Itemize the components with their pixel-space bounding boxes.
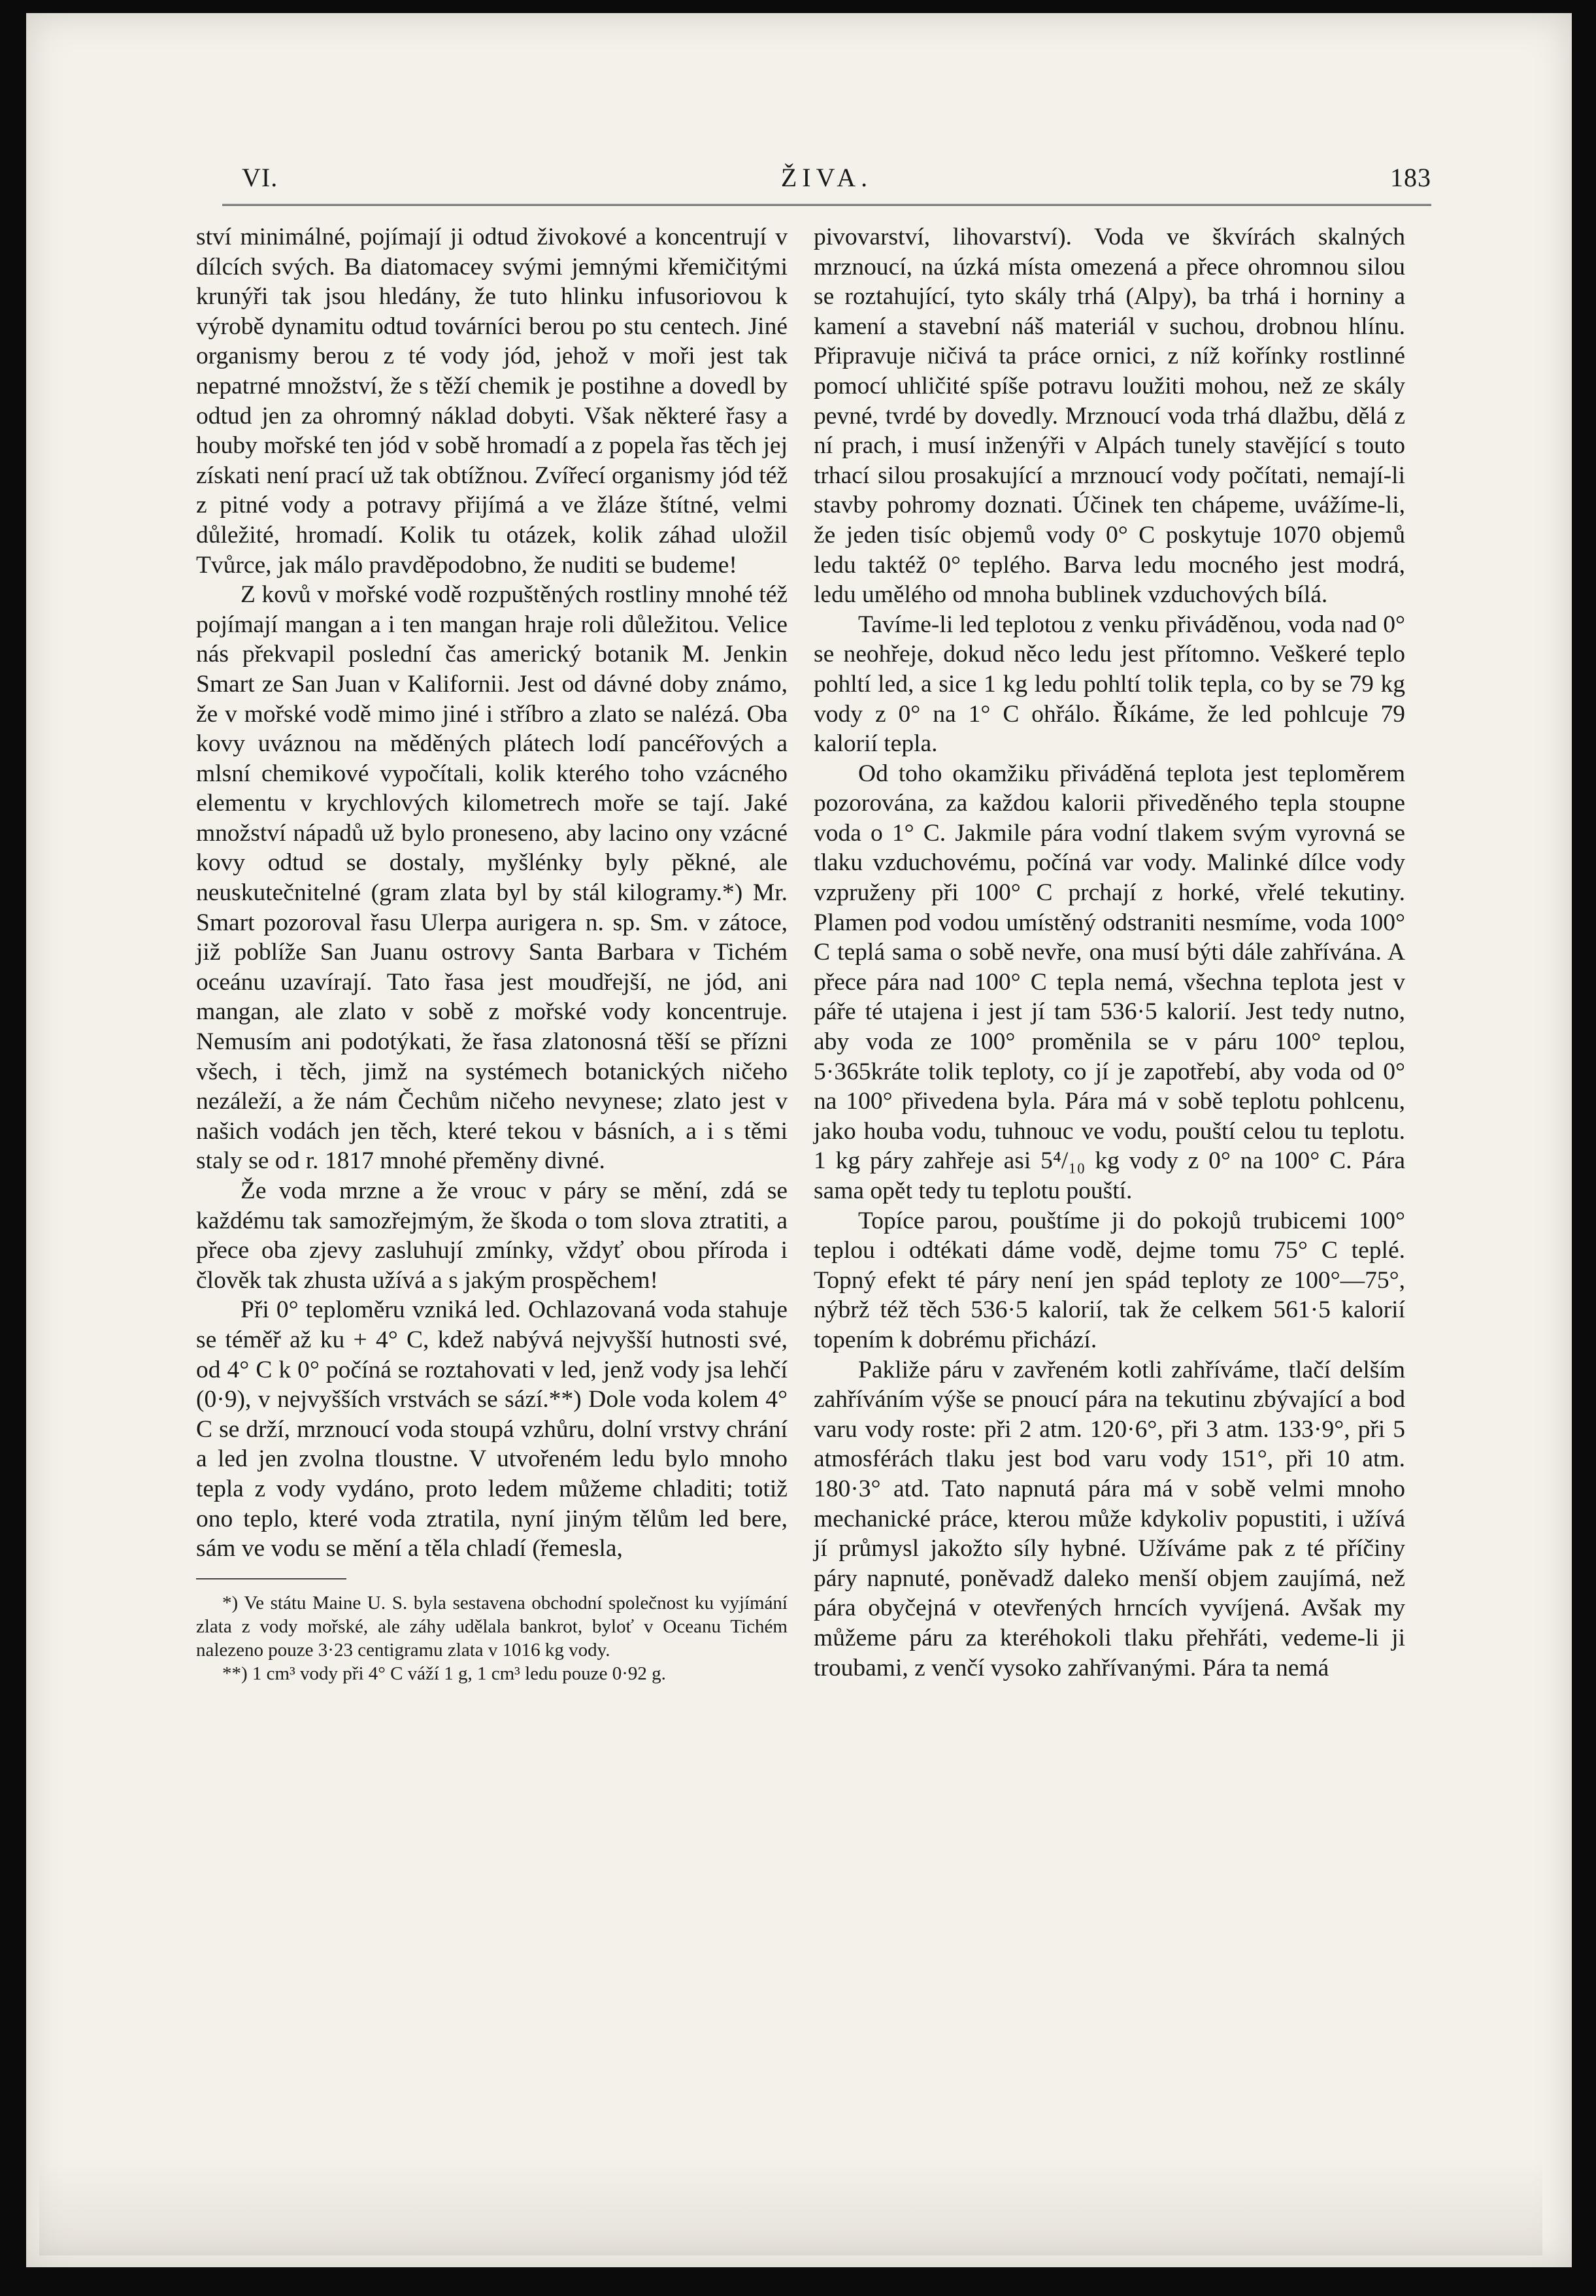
footnote: **) 1 cm³ vody při 4° C váží 1 g, 1 cm³ ledu pouze 0·92 g. (222, 1663, 666, 1684)
footnote-rule (196, 1578, 346, 1591)
paragraph: Topíce parou, pouštíme ji do pokojů trubicemi 100° teplou i odtékati dáme vodě, dejme tomu 75° C teplé. Topný efekt té páry není jen spád teploty ze 100°—75°, nýbrž též těch 536·5 kalorií, tak že celkem 561·5 kalorií topením k dobrému přichází. (814, 1207, 1405, 1353)
paragraph: Z kovů v mořské vodě rozpuštěných rostliny mnohé též pojímají mangan a i ten mangan hraje roli důležitou. Velice nás překvapil poslední čas americký botanik M. Jenkin Smart ze San Juan v Kalifornii. Jest od dávné doby známo, že v mořské vodě mimo jiné i stříbro a zlato se nalézá. Oba kovy uváznou na měděných plátech lodí pancéřových a mlsní chemikové vypočítali, kolik kterého toho vzácného elementu v krychlových kilometrech moře se tají. Jaké množství nápadů už bylo proneseno, aby lacino ony vzácné kovy odtud se dostaly, myšlénky byly pěkné, ale neuskutečnitelné (gram zlata byl by stál kilogramy.*) Mr. Smart pozoroval řasu Ulerpa aurigera n. sp. Sm. v zátoce, již poblíže San Juanu ostrovy Santa Barbara v Tichém oceánu uzavírají. Tato řasa jest moudřejší, ne jód, ani mangan, ale zlato v sobě z mořské vody koncentruje. Nemusím ani podotýkati, že řasa zlatonosná těší se přízni všech, i těch, jimž na systémech botanických ničeho nezáleží, a že nám Čechům ničeho nevynese; zlato jest v našich vodách jen těch, které tekou v básních, a i s těmi staly se od r. 1817 mnohé přeměny divné. (196, 581, 788, 1175)
journal-title: ŽIVA. (780, 163, 873, 192)
page-stain (39, 2157, 1542, 2255)
paragraph: ství minimálné, pojímají ji odtud živokové a koncentrují v dílcích svých. Ba diatomacey svými jemnými křemičitými krunýři tak jsou hledány, že tuto hlinku infusoriovou k výrobě dynamitu odtud továrníci berou po stu centech. Jiné organismy berou z té vody jód, jehož v moři jest tak nepatrné množství, že s těží chemik je postihne a dovedl by odtud jen za ohromný náklad dobyti. Však některé řasy a houby mořské ten jód v sobě hromadí a z popela řas těch jej získati není prací už tak obtížnou. Zvířecí organismy jód též z pitné vody a potravy přijímá a ve žláze štítné, velmi důležité, hromadí. Kolik tu otázek, kolik záhad uložil Tvůrce, jak málo pravděpodobno, že nuditi se budeme! (196, 224, 788, 579)
paragraph: Pakliže páru v zavřeném kotli zahříváme, tlačí delším zahříváním výše se pnoucí pára na tekutinu zbývající a bod varu vody roste: při 2 atm. 120·6°, při 3 atm. 133·9°, při 5 atmosférách tlaku jest bod varu vody 151°, při 10 atm. 180·3° atd. Tato napnutá pára má v sobě velmi mnoho mechanické práce, kterou může kdykoliv popustiti, i užívá jí průmysl jakožto síly hybné. Užíváme pak z té příčiny páry napnuté, poněvadž daleko menší objem zaujímá, než pára obyčejná v otevřených hrncích vyvíjená. Avšak my můžeme páru za kteréhokoli tlaku přehřáti, vedeme-li ji troubami, z venčí vysoko zahřívanými. Pára ta nemá (814, 1356, 1405, 1681)
paragraph: Že voda mrzne a že vrouc v páry se mění, zdá se každému tak samozřejmým, že škoda o tom slova ztratiti, a přece oba zjevy zasluhují zmínky, vždyť obou příroda i člověk tak zhusta užívá a s jakým prospěchem! (196, 1177, 788, 1294)
left-column (196, 222, 788, 1685)
volume-number: VI. (242, 163, 278, 192)
paragraph: Od toho okamžiku přiváděná teplota jest teploměrem pozorována, za každou kalorii přiveděného tepla stoupne voda o 1° C. Jakmile pára vodní tlakem svým vyrovná se tlaku vzduchovému, počíná var vody. Malinké dílce vody vzpruženy při 100° C prchají z horké, vřelé tekutiny. Plamen pod vodou umístěný odstraniti nesmíme, voda 100° C teplá sama o sobě nevře, ona musí býti dále zahřívána. A přece pára nad 100° C tepla nemá, všechna teplota jest v páře té utajena i jest jí tam 536·5 kalorií. Jest tedy nutno, aby voda ze 100° proměnila se v páru 100° teplou, 5·365kráte tolik teploty, co jí je zapotřebí, aby voda od 0° na 100° přivedena byla. Pára má v sobě teplotu pohlcenu, jako houba vodu, tuhnouc ve vodu, pouští celou tu teplotu. 1 kg páry zahřeje asi 5⁴/₁₀ kg vody z 0° na 100° C. Pára sama opět tedy tu teplotu pouští. (814, 760, 1405, 1204)
right-column (814, 222, 1405, 1683)
footnote: *) Ve státu Maine U. S. byla sestavena obchodní společnost ku vyjímání zlata z vody mořské, ale záhy udělala bankrot, byloť v Oceanu Tichém nalezeno pouze 3·23 centigramu zlata v 1016 kg vody. (196, 1592, 788, 1661)
header-rule (222, 204, 1431, 208)
paragraph: Při 0° teploměru vzniká led. Ochlazovaná voda stahuje se téměř až ku + 4° C, kdež nabývá nejvyšší hutnosti své, od 4° C k 0° počíná se roztahovati v led, jenž vody jsa lehčí (0·9), v nejvyšších vrstvách se sází.**) Dole voda kolem 4° C se drží, mrznoucí voda stoupá vzhůru, dolní vrstvy chrání a led jen zvolna tloustne. V utvořeném ledu bylo mnoho tepla z vody vydáno, proto ledem můžeme chladiti; totiž ono teplo, které voda ztratila, nyní jiným tělům led bere, sám ve vodu se mění a těla chladí (řemesla, (196, 1296, 788, 1562)
running-header (222, 162, 1431, 201)
paragraph: pivovarství, lihovarství). Voda ve škvírách skalných mrznoucí, na úzká místa omezená a přece ohromnou silou se roztahující, tyto skály trhá (Alpy), ba trhá i horniny a kamení a stavební náš materiál v suchou, drobnou hlínu. Připravuje ničivá ta práce ornici, z níž kořínky rostlinné pomocí uhličité spíše potravu loužiti mohou, než ze skály pevné, tvrdé by dovedly. Mrznoucí voda trhá dlažbu, dělá z ní prach, i musí inženýři v Alpách tunely stavějící s touto trhací silou prosakující a mrznoucí vody počítati, nemají-li stavby pohromy doznati. Účinek ten chápeme, uvážíme-li, že jeden tisíc objemů vody 0° C poskytuje 1070 objemů ledu taktéž 0° teplého. Barva ledu mocného jest modrá, ledu umělého od mnoha bublinek vzduchových bílá. (814, 224, 1405, 609)
page-number: 183 (1390, 163, 1431, 192)
footnotes (196, 1591, 788, 1685)
paragraph: Tavíme-li led teplotou z venku přiváděnou, voda nad 0° se neohřeje, dokud něco ledu jest přítomno. Veškeré teplo pohltí led, a sice 1 kg ledu pohltí tolik tepla, co by se 79 kg vody z 0° na 1° C ohřálo. Říkáme, že led pohlcuje 79 kalorií tepla. (814, 611, 1405, 758)
